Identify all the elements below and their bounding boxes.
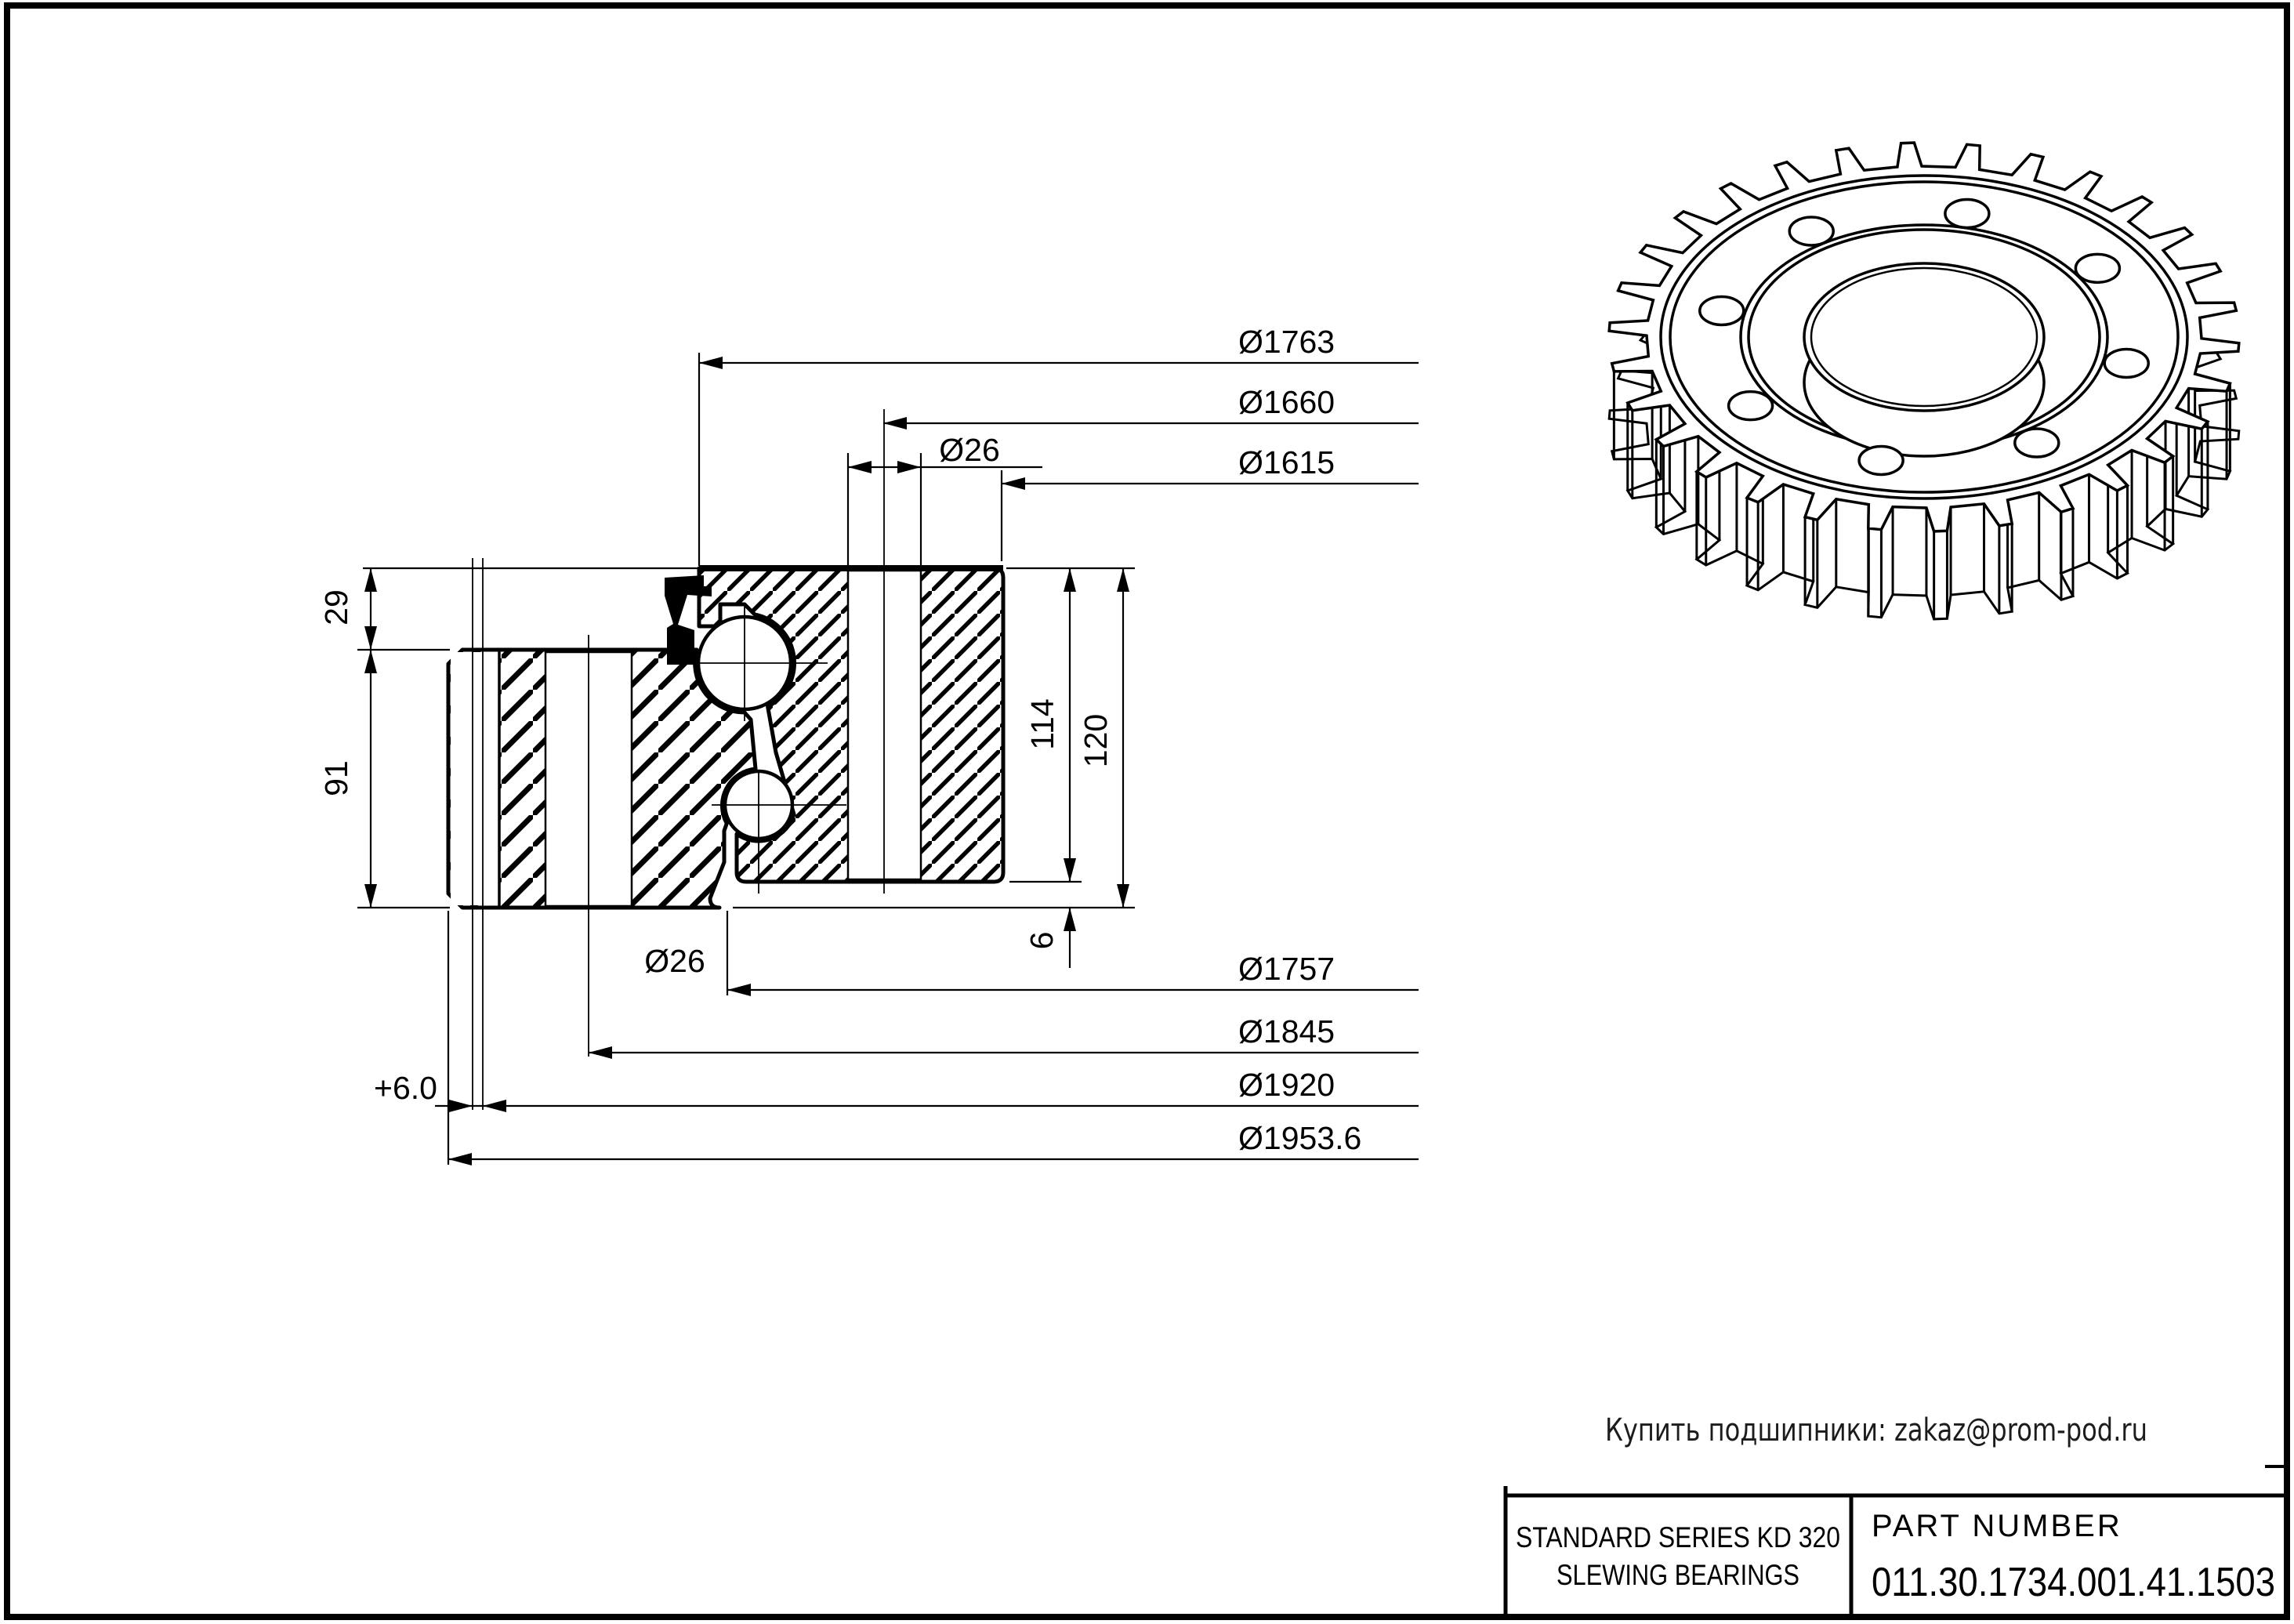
dim-1763: Ø1763: [1238, 324, 1335, 360]
dim-120: 120: [1078, 713, 1114, 768]
dim-114: 114: [1024, 698, 1060, 750]
series-line2: SLEWING BEARINGS: [1557, 1559, 1799, 1591]
title-block: [1506, 1466, 2285, 1616]
series-line1: STANDARD SERIES KD 320: [1516, 1521, 1840, 1553]
section-view: [448, 409, 1003, 1110]
dim-26-bottom: Ø26: [644, 943, 705, 979]
part-number-value: 011.30.1734.001.41.1503: [1872, 1560, 2275, 1605]
dim-1953: Ø1953.6: [1238, 1120, 1362, 1156]
shop-note: Купить подшипники: zakaz@prom-pod.ru: [1605, 1412, 2147, 1448]
part-number-label: PART NUMBER: [1872, 1509, 2122, 1543]
dim-1757: Ø1757: [1238, 951, 1335, 987]
dim-91: 91: [318, 760, 354, 796]
dim-1920: Ø1920: [1238, 1067, 1335, 1103]
dim-1660: Ø1660: [1238, 384, 1335, 420]
dim-29: 29: [318, 589, 354, 625]
dim-26-top: Ø26: [939, 432, 1000, 468]
dim-1615: Ø1615: [1238, 444, 1335, 480]
dim-6: 6: [1024, 931, 1060, 950]
dim-plus6: +6.0: [374, 1070, 437, 1106]
dim-1845: Ø1845: [1238, 1013, 1335, 1049]
gear-3d-view: [1609, 143, 2239, 619]
